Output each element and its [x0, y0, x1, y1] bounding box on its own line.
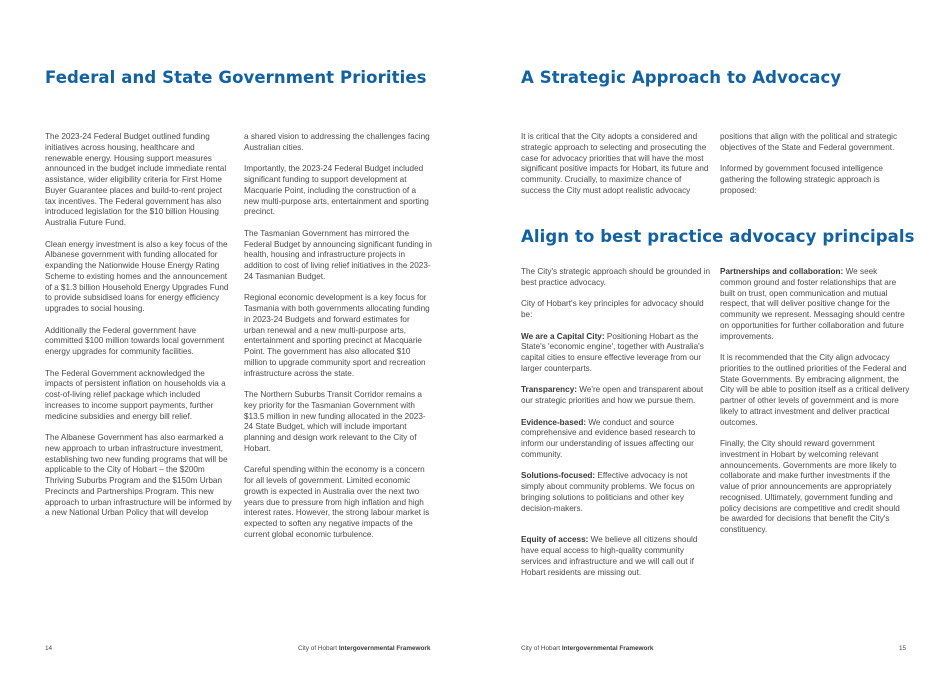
principle-term: We are a Capital City:	[521, 331, 605, 341]
left-footer-doc-title	[298, 645, 430, 652]
principle-term: Evidence-based:	[521, 417, 587, 427]
footer-prefix: City of Hobart	[521, 645, 562, 652]
principle-item	[521, 385, 711, 407]
footer-title: Intergovernmental Framework	[561, 645, 654, 652]
left-page-number: 14	[45, 645, 53, 652]
footer-title: Intergovernmental Framework	[338, 645, 431, 652]
section-heading: Align to best practice advocacy principals	[521, 227, 915, 246]
principle-item	[521, 471, 711, 514]
paragraph: It is recommended that the City align advocacy priorities to the outlined priorities of the Federal and State Governments. By embracing alignment, the City will be able to position itself as a critical delivery partner of other levels of government and is more likely to attract investment and deliver practical outcomes.	[720, 353, 910, 427]
principle-term: Transparency:	[521, 385, 577, 395]
paragraph: The Tasmanian Government has mirrored the Federal Budget by announcing significant funding in health, housing and infrastructure projects in addition to cost of living relief initiatives in the 2023-24 Tasmanian Budget.	[244, 228, 432, 281]
principle-term: Partnerships and collaboration:	[720, 267, 844, 276]
paragraph: City of Hobart's key principles for advocacy should be:	[521, 299, 704, 319]
paragraph: Regional economic development is a key focus for Tasmania with both governments allocating funding in 2023-24 Budgets and forward estimates for urban renewal and a new multi-purpose arts, entertainment and sporting precinct at Macquarie Point. The government has also allocated $10 million to upgrade community sport and recreation infrastructure across the state.	[244, 293, 430, 378]
paragraph: Finally, the City should reward government investment in Hobart by welcoming relevant announcements. Governments are more likely to collaborate and make further investments if the value of prior announcements are appropriately recognised. Ultimately, government funding and policy decisions are competitive and credit should be awarded for decisions that benefit the City's constituency.	[720, 439, 900, 534]
right-intro-column-2	[720, 132, 910, 207]
right-intro-column-1	[521, 132, 711, 207]
paragraph: positions that align with the political and strategic objectives of the State and Federal government.	[720, 132, 898, 152]
principle-item	[521, 332, 711, 375]
footer-prefix: City of Hobart	[298, 645, 339, 652]
paragraph: The 2023-24 Federal Budget outlined funding initiatives across housing, healthcare and renewable energy. Housing support measures announced in the budget include immediate rental assistance, wider eligibility criteria for First Home Buyer Guarantee places and build-to-rent project tax incentives. The Federal government has also introduced legislation for the $10 billion Housing Australia Future Fund.	[45, 132, 227, 227]
principle-term: Equity of access:	[521, 535, 589, 545]
principles-column	[521, 267, 711, 589]
principle-item	[521, 535, 711, 578]
right-page-number: 15	[899, 645, 907, 652]
left-column-1	[45, 132, 233, 530]
principle-text: We seek common ground and foster relationships that are built on trust, open communication and mutual respect, that will deliver positive change for the community we represent. Messaging should centre on opportunities for further collaboration and future improvements.	[720, 267, 905, 341]
principle-item	[521, 418, 711, 461]
principle-text: We believe all citizens should have equal access to high-quality community services and infrastructure and we will call out if Hobart residents are missing out.	[521, 535, 698, 577]
paragraph: Careful spending within the economy is a concern for all levels of government. Limited economic growth is expected in Australia over the next two years due to pressure from high inflation and high interest rates. However, the strong labour market is expected to soften any negative impacts of the current global economic turbulence.	[244, 465, 430, 539]
principle-text: Positioning Hobart as the State's 'economic engine', together with Australia's capital cities to ensure effective leverage from our larger counterparts.	[521, 331, 704, 373]
principle-text: We conduct and source comprehensive and evidence based research to inform our understanding of issues affecting our community.	[521, 417, 696, 459]
paragraph: The Albanese Government has also earmarked a new approach to urban infrastructure investment, establishing two new funding programs that will be applicable to the City of Hobart – the $200m Thriving Suburbs Program and the $150m Urban Precincts and Partnerships Program. This new approach to urban infrastructure will be informed by a new National Urban Policy that will develop	[45, 433, 232, 518]
principle-term: Solutions-focused:	[521, 471, 596, 481]
principle-item	[720, 267, 910, 342]
paragraph: The Federal Government acknowledged the impacts of persistent inflation on households via a cost-of-living relief package which included increases to income support payments, further medicine subsidies and energy bill relief.	[45, 368, 226, 421]
paragraph: It is critical that the City adopts a considered and strategic approach to selecting and prosecuting the case for advocacy priorities that will have the most significant positive impacts for Hobart, its future and community. Crucially, to maximize chance of success the City must adopt realistic advocacy	[521, 132, 709, 195]
left-page-title: Federal and State Government Priorities	[45, 68, 427, 87]
left-column-2	[244, 132, 432, 551]
paragraph: Importantly, the 2023-24 Federal Budget included significant funding to support development at Macquarie Point, including the construction of a new multi-purpose arts, entertainment and sporting precinct.	[244, 164, 429, 217]
principle-text: Effective advocacy is not simply about community problems. We focus on bringing solutions to politicians and other key decision-makers.	[521, 471, 695, 513]
right-page-title: A Strategic Approach to Advocacy	[521, 68, 842, 87]
paragraph: The City's strategic approach should be grounded in best practice advocacy.	[521, 267, 711, 287]
paragraph: Informed by government focused intelligence gathering the following strategic approach is proposed:	[720, 164, 883, 195]
recommendations-column	[720, 267, 910, 547]
paragraph: Clean energy investment is also a key focus of the Albanese government with funding allocated for expanding the Nationwide House Energy Rating Scheme to existing homes and the announcement of a $1.3 billion Household Energy Upgrades Fund to provide subsidised loans for energy efficiency upgrades to social housing.	[45, 239, 229, 313]
paragraph: Additionally the Federal government have committed $100 million towards local government energy upgrades for community facilities.	[45, 325, 225, 356]
principle-text: We're open and transparent about our strategic priorities and how we pursue them.	[521, 385, 704, 405]
right-footer-doc-title	[521, 645, 653, 652]
paragraph: a shared vision to addressing the challenges facing Australian cities.	[244, 132, 430, 152]
paragraph: The Northern Suburbs Transit Corridor remains a key priority for the Tasmanian Government with $13.5 million in new funding allocated in the 2023-24 State Budget, which will include important planning and design work relevant to the City of Hobart.	[244, 390, 426, 453]
